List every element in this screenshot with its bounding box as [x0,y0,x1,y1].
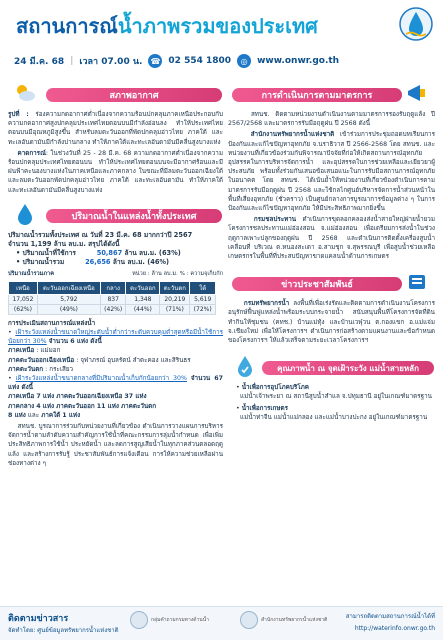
onwr-logo [398,4,434,44]
quality-item-2: • น้ำเพื่อการเกษตร แม่น้ำท่าจีน แม่น้ำแม่กลอง และแม่น้ำบางปะกง อยู่ในเกณฑ์มาตรฐาน [236,404,428,421]
phone-icon: ☎ [148,54,162,68]
weather-section-head [8,80,223,110]
footer-logos [130,611,330,629]
th-central: กลาง [100,281,126,294]
assess-b2-l3c: ภาคใต้ [41,411,61,419]
news-text [228,299,435,345]
news-p1-lead: กรมทรัพยากรน้ำ [243,300,290,308]
cell-west-volume: 20,219 [160,294,190,304]
assess-b2-l3a: 8 แห่ง [8,411,26,419]
weather-text [8,110,223,147]
cell-north-volume: 17,052 [9,294,38,304]
table-row [9,304,216,314]
assess-b2-l1d: 37 แห่ง [124,393,147,401]
footer-logo2-text: สำนักงานทรัพยากรน้ำแห่งชาติ [261,617,328,623]
weather-p2: : ในช่วงวันที่ 25 - 28 มี.ค. 68 ความกดอากาศต่ำเนื่องจากความร้อนปกคลุมประเทศไทยตอนบน ทำให้ประเทศไทยตอนบนจะมีอากาศร้อนและมีฝนฟ้าคะนองบางแห่งในภาคเหนือและภาคกลาง ในขณะที่มีลมตะวันออกเฉียงใต้และลมตะวันออกพัดปกคลุมอ่าวไทย ภาคใต้ และทะเลอันดามัน ทำให้ภาคใต้และทะเลอันดามันมีคลื่นสูงบางแห่ง [8,149,223,194]
quality-section-head [228,353,435,383]
table-caption-row [8,270,223,279]
website-link[interactable]: www.onwr.go.th [257,56,340,66]
assess-b2-l3d: 1 แห่ง [62,411,81,419]
title-part1: สถานการณ์ [16,14,118,38]
water-closing [8,422,223,468]
quality-b1-title: น้ำเพื่อการอุปโภคบริโภค [241,384,310,392]
qr-icon [240,611,258,629]
table-caption: ปริมาณน้ำรวมภาค [8,270,54,277]
th-north: เหนือ [9,281,38,294]
footer-logo1-text: กลุ่มคำถามกรมทางด้านน้ำ [151,617,209,623]
report-time: เวลา 07.00 น. [79,57,143,67]
cell-south-pct: (72%) [190,304,216,314]
assess-b2-l2a: ภาคกลาง [8,402,35,410]
assess-b2-count: จำนวน 67 แห่ง ดังนี้ [8,375,224,392]
ops-p2: เข้าร่วมการประชุมถอดบทเรียนการป้องกันและแก้ไขปัญหาอุทกภัย จ.นราธิวาส ปี 2566-2568 โดย สทนช. และหน่วยงานที่เกี่ยวข้องร่วมกันพิจารณาปัจจัยที่ก่อให้เกิดสถานการณ์อุทกภัย อุปสรรคในการบริหารจัดการน้ำ และอุปสรรคในการช่วยเหลือและเยียวยาผู้ประสบภัย พร้อมทั้งร่วมกันเสนอข้อเสนอแนะในการรับมือสถานการณ์อุทกภัยในอนาคต โดย สทนช. ได้เน้นย้ำให้หน่วยงานที่เกี่ยวข้องดำเนินการตามมาตรการรับมือฤดูฝน ปี 2568 และใช้กลไกศูนย์บริหารจัดการน้ำส่วนหน้าในพื้นที่เสี่ยงอุทกภัย (ชั่วคราว) เป็นศูนย์กลางการบูรณาการข้อมูลต่าง ๆ ในการป้องกันและแก้ไขปัญหาอุทกภัย ให้มีประสิทธิภาพมากยิ่งขึ้น [228,131,435,213]
th-east: ตะวันออก [126,281,160,294]
quality-item-1: • น้ำเพื่อการอุปโภคบริโภค แม่น้ำเจ้าพระยา ณ สถานีสูบน้ำสำแล จ.ปทุมธานี อยู่ในเกณฑ์มาตรฐาน [236,384,432,401]
remaining-value: 26,656 [85,258,111,267]
footer-org: สามารถติดตามสถานการณ์น้ำได้ที่ [345,613,435,620]
table-row [9,294,216,304]
assess-b2[interactable]: เฝ้าระวังแหล่งน้ำขนาดกลางที่มีปริมาณน้ำเก็บกักน้อยกว่า 30% [15,375,187,383]
title-part2: น้ำภาพรวมของประเทศ [117,14,318,38]
news-p1: ลงพื้นที่เพื่อเร่งรัดและติดตามการดำเนินงานโครงการอนุรักษ์ฟื้นฟูแหล่งน้ำพร้อมระบบกระจายน้ำ สนับสนุนพื้นที่โครงการจัดที่ดินทำกินให้ชุมชน (คทช.) บ้านแม่ทุ้ง และบ้านเวฬุวน ต.กองแขก อ.แม่แจ่ม จ.เชียงใหม่ เพื่อให้โครงการฯ ดำเนินการก่อสร้างตามแผนงานและข้อกำหนดของโครงการฯ ให้แล้วเสร็จตามระยะเวลาโครงการฯ [228,300,435,345]
news-ribbon: ข่าวประชาสัมพันธ์ [232,277,402,291]
left-column [8,80,223,468]
cell-east-volume: 1,348 [126,294,160,304]
ops-section-head [228,80,435,110]
page-title [16,10,318,42]
remaining-label: ปริมาณน้ำรวม [22,258,65,267]
water-ribbon: ปริมาณน้ำในแหล่งน้ำทั้งประเทศ [46,209,222,223]
cell-northeast-volume: 5,792 [37,294,100,304]
weather-forecast [8,149,223,195]
ops-p3-lead: กรมชลประทาน [253,216,297,224]
assess-b1-region3-val: : กระเสียว [45,365,74,373]
assess-b1-region1-label: ภาคเหนือ [8,347,35,355]
regional-water-table [8,281,216,315]
assess-b2-l2b: 4 แห่ง [36,402,55,410]
table-unit: หน่วย : ล้าน ลบ.ม. % : ความจุเก็บกัก [132,270,223,277]
assess-b1-region1-val: : แม่มอก [36,347,61,355]
assess-title: การประเมินสถานการณ์แหล่งน้ำ [8,319,96,327]
news-icon [404,269,430,295]
ops-ribbon: การดำเนินการตามมาตรการ [232,88,402,102]
water-section-head [8,201,223,231]
page-header [0,0,443,72]
usable-value: 50,867 [96,249,123,258]
assess-b2-l1b: 7 แห่ง [36,393,55,401]
divider: | [70,56,74,66]
th-south: ใต้ [190,281,216,294]
weather-ribbon: สภาพอากาศ [46,88,222,102]
quality-b1-text: แม่น้ำเจ้าพระยา ณ สถานีสูบน้ำสำแล จ.ปทุมธานี อยู่ในเกณฑ์มาตรฐาน [240,393,432,401]
ops-p1: สทนช. ติดตามหน่วยงานดำเนินงานตามมาตรการรองรับฤดูแล้ง ปี 2567/2568 และมาตรการรับมือฤดูฝน ปี 2568 ดังนี้ [228,111,435,128]
quality-ribbon: คุณภาพน้ำ ณ จุดเฝ้าระวัง แม่น้ำสายหลัก [262,361,434,375]
cell-northeast-pct: (49%) [37,304,100,314]
footer-title: ติดตามข่าวสาร [8,614,69,624]
cell-central-pct: (42%) [100,304,126,314]
remaining-unit: ล้าน ลบ.ม. (46%) [112,258,170,267]
cell-east-pct: (44%) [126,304,160,314]
info-bar [14,52,339,70]
th-west: ตะวันตก [160,281,190,294]
cell-north-pct: (62%) [9,304,38,314]
cell-south-volume: 5,619 [190,294,216,304]
water-closing-text: สทนช. บูรณาการร่วมกับหน่วยงานที่เกี่ยวข้อง ดำเนินการวางแผนการบริหารจัดการน้ำตามลำดับความสำคัญการใช้น้ำที่คณะกรรมการลุ่มน้ำกำหนด เพื่อเพิ่มประสิทธิภาพการใช้น้ำ ประหยัดน้ำ และลดการสูญเสียน้ำในทุกภาคส่วนตลอดฤดูแล้ง และสร้างการรับรู้ ประชาสัมพันธ์การแจ้งเตือน การให้ความช่วยเหลือผ่านช่องทางต่าง ๆ [8,423,223,467]
report-date: 24 มี.ค. 68 [14,57,65,67]
table-header-row [9,281,216,294]
assess-b2-l2c: ภาคตะวันออก [56,402,95,410]
th-northeast: ตะวันออกเฉียงเหนือ [37,281,100,294]
megaphone-icon [404,80,430,106]
weather-p1-lead: รูปที่ : [8,111,29,118]
weather-icon [12,80,38,106]
ops-intro [228,110,435,128]
weather-p1: ร่องความกดอากาศต่ำเนื่องจากความร้อนปกคลุมภาคเหนือประกอบกับความกดอากาศสูงปกคลุมประเทศไทยตอนบนมีกำลังอ่อนลง ทำให้ประเทศไทยตอนบนมีอุณหภูมิสูงขึ้น สำหรับลมตะวันออกที่พัดปกคลุมอ่าวไทย ภาคใต้ และทะเลอันดามันมีกำลังปานกลาง ทำให้ภาคใต้และทะเลอันดามันมีคลื่นสูงบางแห่ง [8,111,223,146]
footer-logo-1[interactable] [130,611,220,629]
assess-block-2: • เฝ้าระวังแหล่งน้ำขนาดกลางที่มีปริมาณน้ำเก็บกักน้อยกว่า 30% จำนวน 67 แห่ง ดังนี้ ภาคเหนือ 7 แห่ง ภาคตะวันออกเฉียงเหนือ 37 แห่ง ภาคกลาง 4 แห่ง ภาคตะวันออก 11 แห่ง ภาคตะวันตก 8 แห่ง และ ภาคใต้ 1 แห่ง [8,375,224,419]
assess-b1-region3-label: ภาคตะวันตก [8,365,44,373]
right-column [228,80,435,422]
cell-central-volume: 837 [100,294,126,304]
phone-number: 02 554 1800 [168,56,232,66]
assess-b2-l3b: และ [27,411,40,419]
water-total-amount: จำนวน 1,199 ล้าน ลบ.ม. สรุปได้ดังนี้ [8,240,120,249]
water-drop-icon [12,201,38,227]
assess-b2-l2d: 11 แห่ง [96,402,119,410]
footer-url[interactable]: http://waterinfo.onwr.go.th [354,625,435,632]
assess-b1-region2-label: ภาคตะวันออกเฉียงเหนือ [8,356,75,364]
footer-logo-2[interactable] [240,611,330,629]
assess-b2-l1c: ภาคตะวันออกเฉียงเหนือ [56,393,123,401]
ops-p2-lead: สำนักงานทรัพยากรน้ำแห่งชาติ [250,131,335,139]
cell-west-pct: (71%) [160,304,190,314]
assess-block-1: • เฝ้าระวังแหล่งน้ำขนาดใหญ่ระดับน้ำต่ำกว่าระดับควบคุมต่ำสุดหรือมีน้ำใช้การน้อยกว่า 30% จำนวน 6 แห่ง ดังนี้ ภาคเหนือ : แม่มอก ภาคตะวันออกเฉียงเหนือ : จุฬาภรณ์ อุบลรัตน์ ลำตะคอง และสิรินธร ภาคตะวันตก : กระเสียว [8,329,223,373]
usable-unit: ล้าน ลบ.ม. (63%) [124,249,181,258]
assess-b2-l1a: ภาคเหนือ [8,393,35,401]
water-quality-icon [232,353,258,379]
assess-b1[interactable]: เฝ้าระวังแหล่งน้ำขนาดใหญ่ระดับน้ำต่ำกว่าระดับควบคุมต่ำสุดหรือมีน้ำใช้การน้อยกว่า 30% [8,329,223,346]
news-section-head [228,269,435,299]
weather-p2-lead: คาดการณ์ [17,149,46,157]
water-total-line [8,231,223,249]
ops-rid [228,215,435,261]
usable-label: ปริมาณน้ำที่ใช้การ [22,249,76,258]
qr-icon [130,611,148,629]
ops-p3: ดำเนินการขุดลอกคลองส่งน้ำสายใหญ่ฝายน้ำยวม โครงการชลประทานแม่ฮ่องสอน จ.แม่ฮ่องสอน เพื่อเตรียมการส่งน้ำในช่วงฤดูกาลเพาะปลูกของฤดูฝน ปี 2568 และดำเนินการติดตั้งเครื่องสูบน้ำเคลื่อนที่ บริเวณ ต.หนองสะเดา อ.สามชุก จ.สุพรรณบุรี เพื่อสูบน้ำช่วยเหลือเกษตรกรในพื้นที่ที่ประสบปัญหาขาดแคลนน้ำด้านการเกษตร [228,216,435,261]
assess-b1-count: จำนวน 6 แห่ง ดังนี้ [48,338,102,346]
globe-icon: ◎ [237,54,251,68]
water-remaining-line: • ปริมาณน้ำรวม 26,656 ล้าน ลบ.ม. (46%) [16,258,170,267]
water-usable-line: • ปริมาณน้ำที่ใช้การ 50,867 ล้าน ลบ.ม. (63%) [16,249,181,258]
quality-b2-title: น้ำเพื่อการเกษตร [241,404,288,412]
quality-b2-text: แม่น้ำท่าจีน แม่น้ำแม่กลอง และแม่น้ำบางปะกง อยู่ในเกณฑ์มาตรฐาน [240,413,428,421]
water-total-text: ปริมาณน้ำรวมทั้งประเทศ ณ วันที่ 23 มี.ค. 68 มากกว่าปี 2567 [8,230,193,239]
footer-subtitle: จัดทำโดย: ศูนย์ข้อมูลทรัพยากรน้ำแห่งชาติ [8,627,119,634]
page-footer [0,606,443,640]
assess-b1-region2-val: : จุฬาภรณ์ อุบลรัตน์ ลำตะคอง และสิรินธร [76,356,191,364]
ops-onwr [228,130,435,213]
assess-b2-l2e: ภาคตะวันตก [120,402,157,410]
